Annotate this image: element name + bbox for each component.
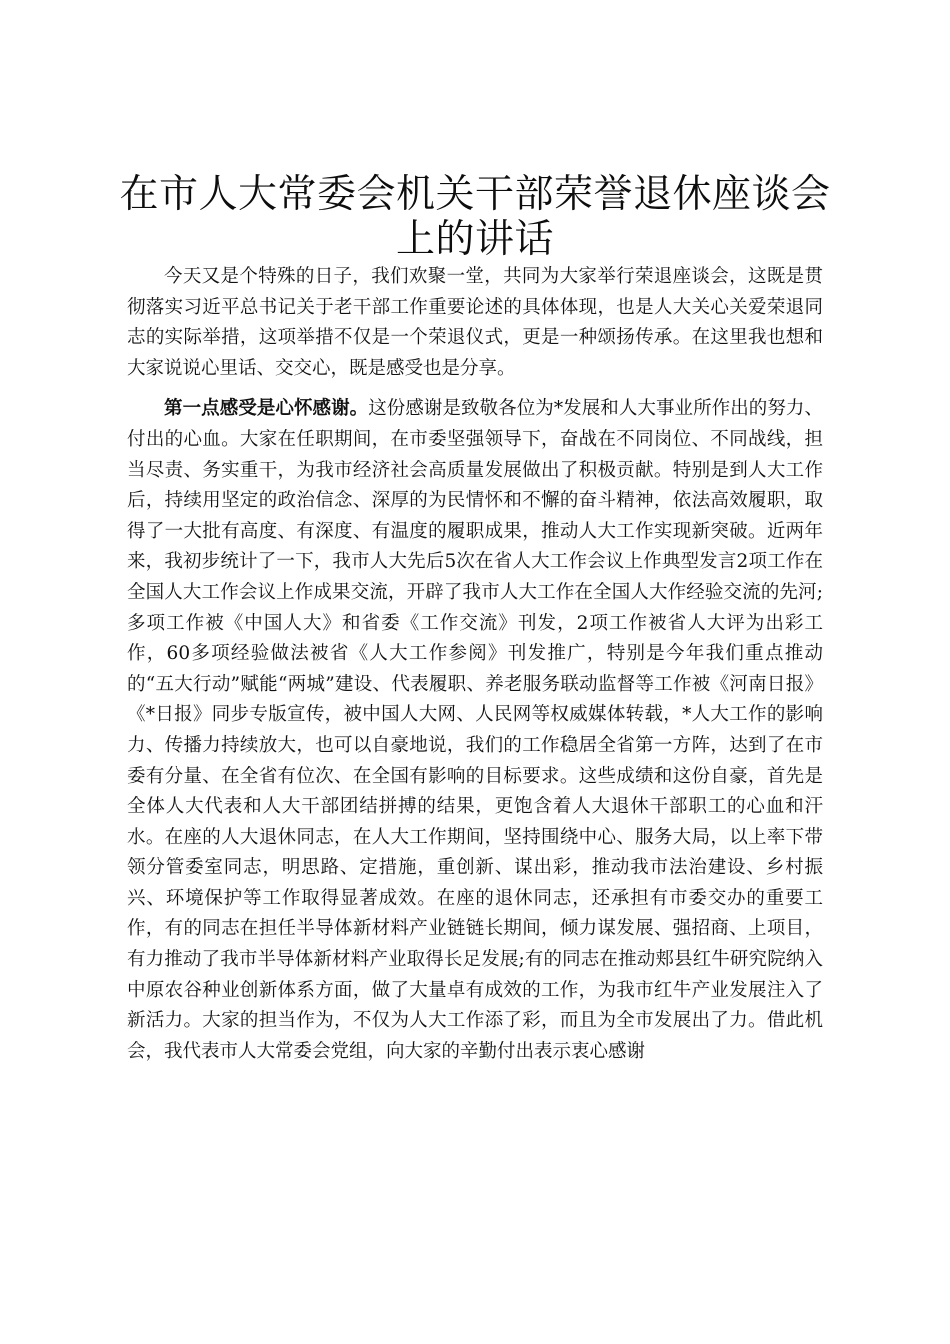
paragraph-first-point [127,394,823,1067]
document-title: 在市人大常委会机关干部荣誉退休座谈会上的讲话 [119,172,831,262]
document-body [127,262,823,1067]
paragraph-opening [127,262,823,384]
paragraph-first-point-text: 这份感谢是致敬各位为*发展和人大事业所作出的努力、付出的心血。大家在任职期间，在市委坚强领导下，奋战在不同岗位、不同战线，担当尽责、务实重干，为我市经济社会高质量发展做出了积极贡献。特别是到人大工作后，持续用坚定的政治信念、深厚的为民情怀和不懈的奋斗精神，依法高效履职，取得了一大批有高度、有深度、有温度的履职成果，推动人大工作实现新突破。近两年来，我初步统计了一下，我市人大先后5次在省人大工作会议上作典型发言2项工作在全国人大工作会议上作成果交流，开辟了我市人大工作在全国人大作经验交流的先河;多项工作被《中国人大》和省委《工作交流》刊发，2项工作被省人大评为出彩工作，60多项经验做法被省《人大工作参阅》刊发推广，特别是今年我们重点推动的“五大行动”赋能“两城”建设、代表履职、养老服务联动监督等工作被《河南日报》《*日报》同步专版宣传，被中国人大网、人民网等权威媒体转载，*人大工作的影响力、传播力持续放大，也可以自豪地说，我们的工作稳居全省第一方阵，达到了在市委有分量、在全省有位次、在全国有影响的目标要求。这些成绩和这份自豪，首先是全体人大代表和人大干部团结拼搏的结果，更饱含着人大退休干部职工的心血和汗水。在座的人大退休同志，在人大工作期间，坚持围绕中心、服务大局，以上率下带领分管委室同志，明思路、定措施，重创新、谋出彩，推动我市法治建设、乡村振兴、环境保护等工作取得显著成效。在座的退休同志，还承担有市委交办的重要工作，有的同志在担任半导体新材料产业链链长期间，倾力谋发展、强招商、上项目，有力推动了我市半导体新材料产业取得长足发展;有的同志在推动郏县红牛研究院纳入中原农谷种业创新体系方面，做了大量卓有成效的工作，为我市红牛产业发展注入了新活力。大家的担当作为，不仅为人大工作添了彩，而且为全市发展出了力。借此机会，我代表市人大常委会党组，向大家的辛勤付出表示衷心感谢 [127,398,823,1062]
paragraph-first-point-lead: 第一点感受是心怀感谢。 [164,398,369,420]
paragraph-opening-text: 今天又是个特殊的日子，我们欢聚一堂，共同为大家举行荣退座谈会，这既是贯彻落实习近平总书记关于老干部工作重要论述的具体体现，也是人大关心关爱荣退同志的实际举措，这项举措不仅是一个荣退仪式，更是一种颂扬传承。在这里我也想和大家说说心里话、交交心，既是感受也是分享。 [127,266,823,379]
